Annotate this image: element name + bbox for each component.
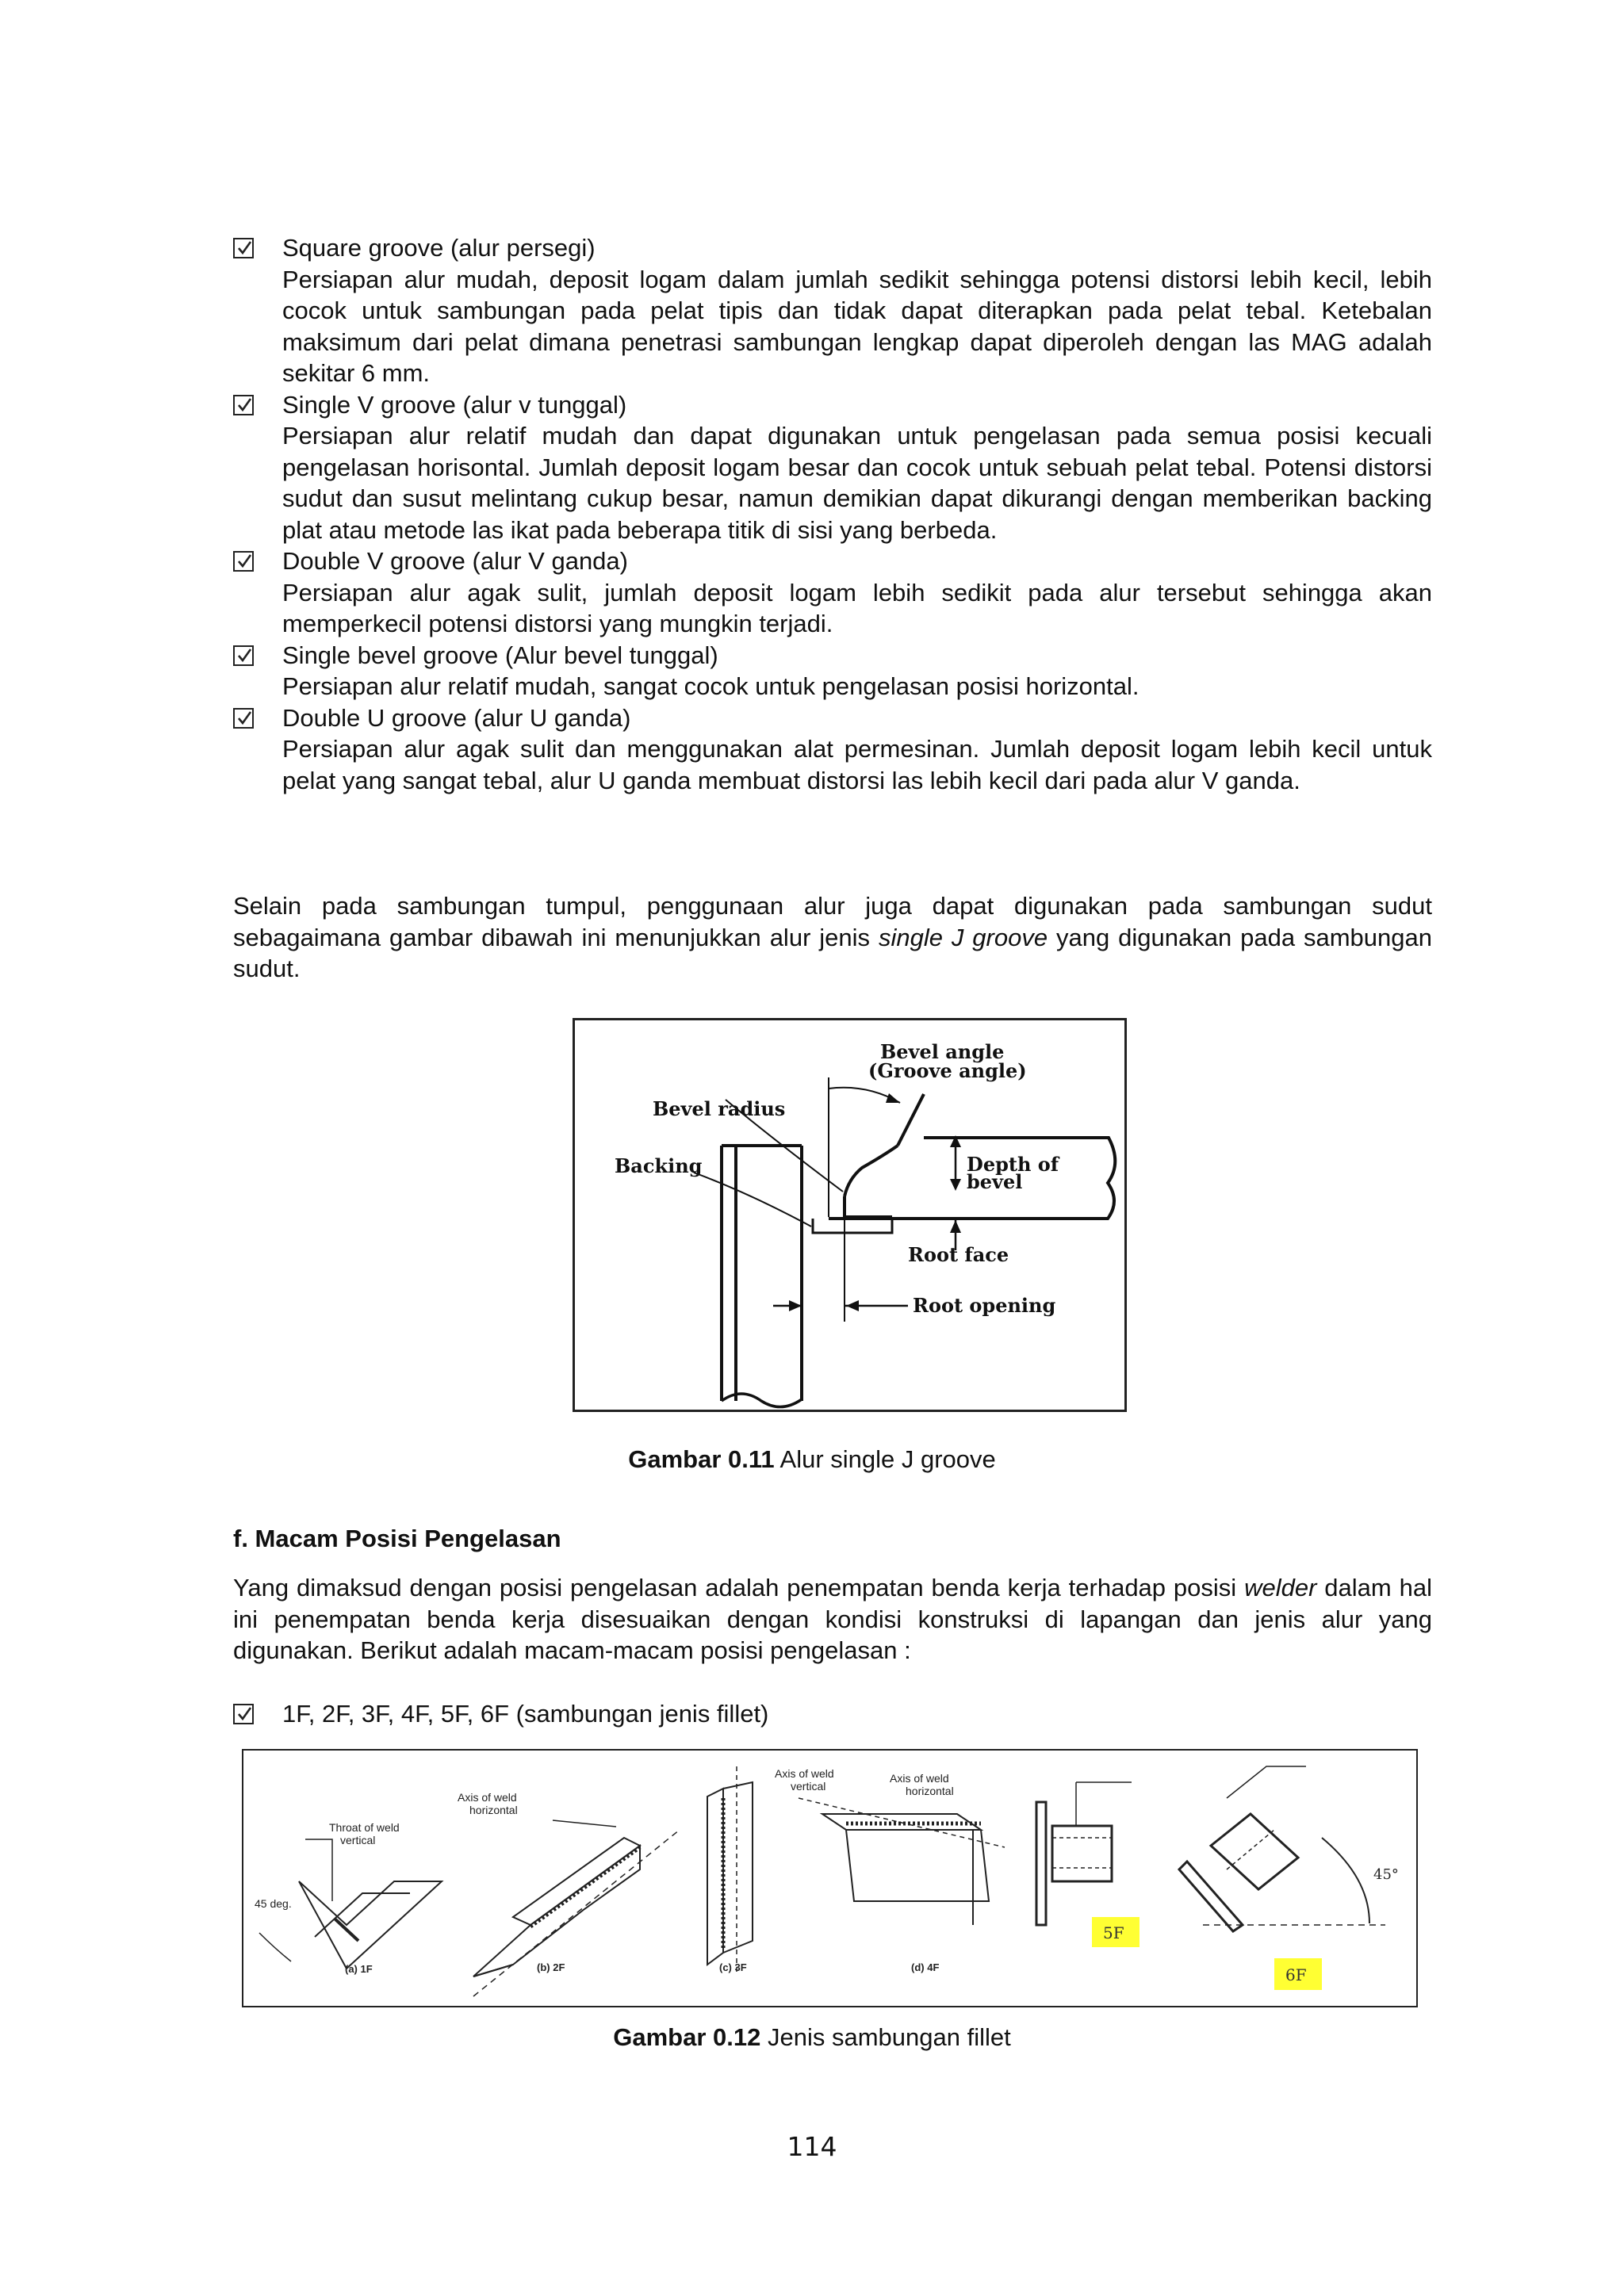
emphasis: single J groove: [878, 923, 1048, 951]
figure-fillet-joints: [242, 1749, 1418, 2007]
figure-single-j-groove: [573, 1018, 1127, 1412]
item-title: 1F, 2F, 3F, 4F, 5F, 6F (sambungan jenis fillet): [282, 1700, 769, 1728]
label-5f: 5F: [1103, 1923, 1124, 1942]
label-backing: Backing: [615, 1154, 703, 1177]
label-groove-angle: (Groove angle): [868, 1059, 1027, 1082]
label-depth-of: Depth of: [967, 1153, 1059, 1176]
item-desc: Persiapan alur agak sulit dan menggunakan alat permesinan. Jumlah deposit logam lebih kecil untuk pelat yang sangat tebal, alur U ganda membuat distorsi las lebih kecil dari pada alur V ganda.: [282, 735, 1432, 794]
figure-caption-0-12: Gambar 0.12 Jenis sambungan fillet: [613, 2023, 1011, 2051]
item-title: Single V groove (alur v tunggal): [282, 390, 627, 419]
label-6f: 6F: [1285, 1965, 1307, 1984]
checkbox-icon: [233, 238, 254, 258]
groove-list: [233, 232, 1432, 796]
figure-caption-0-11: Gambar 0.11 Alur single J groove: [628, 1445, 996, 1473]
label-2f: (b) 2F: [537, 1961, 565, 1973]
label-45-degree: 45°: [1373, 1866, 1399, 1883]
list-item: [233, 389, 1432, 546]
label-bevel: bevel: [967, 1170, 1023, 1193]
checkbox-icon: [233, 395, 254, 415]
fillet-joint-diagram: [243, 1751, 1415, 2005]
paragraph-welding-positions: Yang dimaksud dengan posisi pengelasan adalah penempatan benda kerja terhadap posisi welder dalam hal ini penempatan benda kerja disesuaikan dengan kondisi konstruksi di lapangan dan jenis alur yang digunakan. Berikut adalah macam-macam posisi pengelasan :: [233, 1574, 1432, 1664]
section-heading: f. Macam Posisi Pengelasan: [233, 1525, 561, 1552]
label-45-deg: 45 deg.: [255, 1897, 292, 1910]
label-horizontal: horizontal: [469, 1804, 518, 1816]
emphasis: welder: [1244, 1574, 1317, 1601]
label-1f: (a) 1F: [345, 1963, 373, 1975]
label-axis-of-weld: Axis of weld: [458, 1791, 517, 1804]
list-item: [233, 545, 1432, 640]
list-item: [233, 640, 1432, 702]
item-desc: Persiapan alur agak sulit, jumlah deposit logam lebih sedikit pada alur tersebut sehingga akan memperkecil potensi distorsi yang mungkin terjadi.: [282, 578, 1432, 637]
item-title: Double V groove (alur V ganda): [282, 547, 628, 575]
label-axis-of-weld: Axis of weld: [890, 1772, 949, 1785]
list-item: [233, 1698, 1432, 1730]
groove-wall: [898, 1094, 924, 1146]
item-title: Single bevel groove (Alur bevel tunggal): [282, 641, 718, 669]
label-horizontal: horizontal: [906, 1785, 954, 1797]
list-item: [233, 702, 1432, 797]
item-title: Double U groove (alur U ganda): [282, 703, 631, 732]
checkbox-icon: [233, 1704, 254, 1724]
item-desc: Persiapan alur mudah, deposit logam dalam jumlah sedikit sehingga potensi distorsi lebih kecil, lebih cocok untuk sambungan pada pelat tipis dan tidak dapat diterapkan pada pelat tebal. Ketebalan maksimum dari pelat dimana penetrasi sambungan lengkap dapat diperoleh dengan las MAG adalah sekitar 6 mm.: [282, 265, 1432, 387]
page-number: 114: [787, 2131, 837, 2162]
label-bevel-radius: Bevel radius: [653, 1097, 786, 1120]
item-title: Square groove (alur persegi): [282, 234, 596, 262]
item-desc: Persiapan alur relatif mudah dan dapat digunakan untuk pengelasan pada semua posisi kecuali pengelasan horisontal. Jumlah deposit logam besar dan cocok untuk sebuah pelat tebal. Potensi distorsi sudut dan susut melintang cukup besar, namun demikian dapat dikurangi dengan memberikan backing plat atau metode las ikat pada beberapa titik di sisi yang berbeda.: [282, 422, 1432, 544]
single-j-groove-diagram: [575, 1020, 1124, 1410]
label-axis-of-weld: Axis of weld: [775, 1767, 834, 1780]
label-root-face: Root face: [908, 1243, 1009, 1266]
label-vertical: vertical: [791, 1780, 826, 1793]
label-4f: (d) 4F: [911, 1961, 940, 1973]
item-desc: Persiapan alur relatif mudah, sangat cocok untuk pengelasan posisi horizontal.: [282, 672, 1139, 700]
list-item: [233, 232, 1432, 389]
fillet-list: [233, 1698, 1432, 1730]
checkbox-icon: [233, 551, 254, 572]
checkbox-icon: [233, 645, 254, 666]
paragraph-corner-joint: Selain pada sambungan tumpul, penggunaan alur juga dapat digunakan pada sambungan sudut sebagaimana gambar dibawah ini menunjukkan alur jenis single J groove yang digunakan pada sambungan sudut.: [233, 892, 1432, 982]
label-throat-of-weld: Throat of weld: [329, 1821, 400, 1834]
checkbox-icon: [233, 708, 254, 729]
label-bevel-angle: Bevel angle: [880, 1040, 1005, 1063]
label-vertical: vertical: [340, 1834, 376, 1846]
label-root-opening: Root opening: [913, 1294, 1056, 1317]
label-3f: (c) 3F: [719, 1961, 747, 1973]
